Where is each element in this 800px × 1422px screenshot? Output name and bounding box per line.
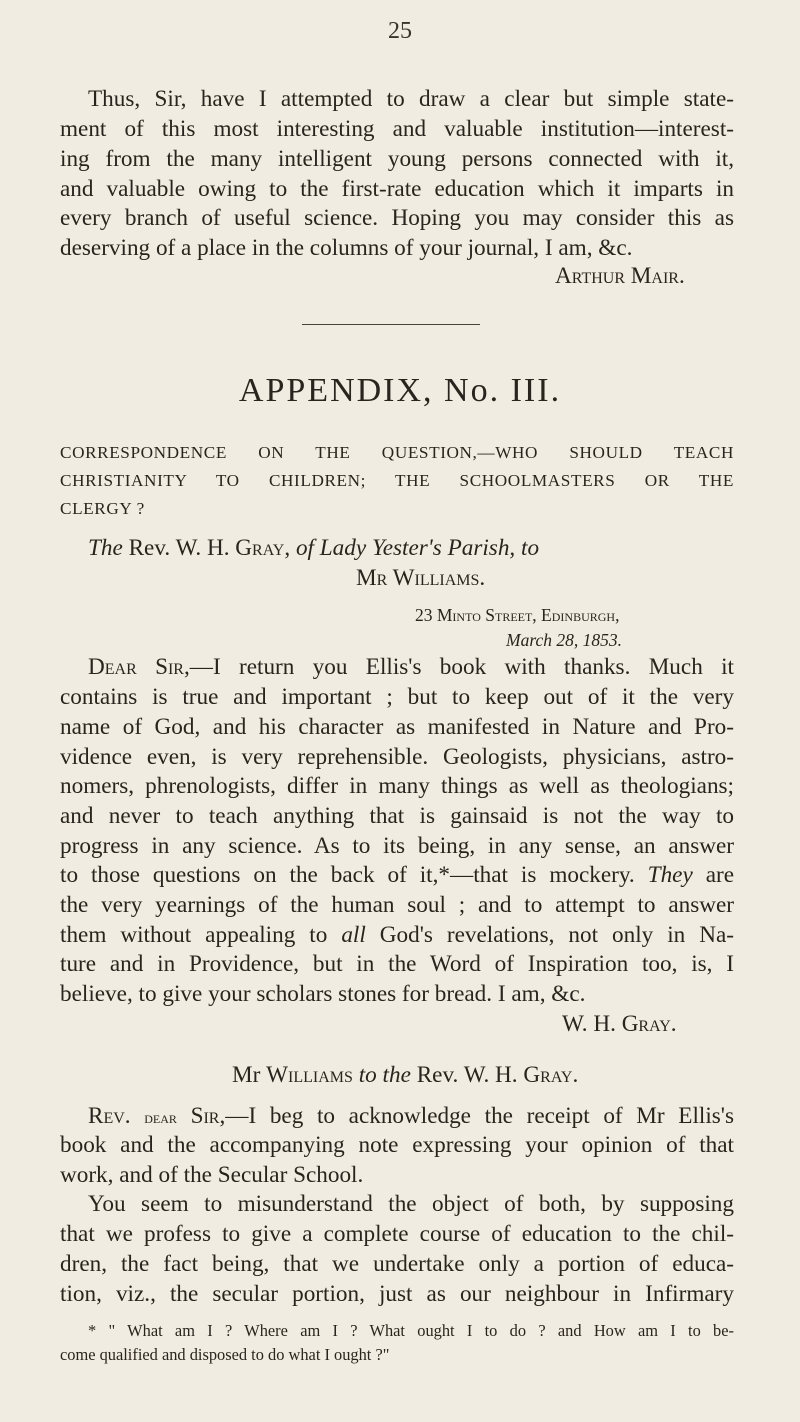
text-span: —I return you Ellis's book with thanks. Much it xyxy=(189,654,734,680)
section-heading-line: CHRISTIANITY TO CHILDREN; THE SCHOOLMASTERS OR THE xyxy=(60,471,734,490)
text-line: every branch of useful science. Hoping you may consider this as xyxy=(60,205,734,231)
text-line: that we profess to give a complete course of education to the chil- xyxy=(60,1221,734,1247)
heading-word: Mr xyxy=(232,1062,261,1088)
footnote-line: * " What am I ? Where am I ? What ought I to do ? and How am I to be- xyxy=(88,1321,734,1340)
text-line: ing from the many intelligent young persons connected with it, xyxy=(60,146,734,172)
letter-address: 23 Minto Street, Edinburgh, xyxy=(415,605,620,625)
text-line: Thus, Sir, have I attempted to draw a clear but simple state- xyxy=(88,86,734,112)
salutation: Rev. xyxy=(88,1103,131,1129)
text-span: God's revelations, not only in Na- xyxy=(379,922,735,948)
text-line xyxy=(60,922,734,949)
letter-date: March 28, 1853. xyxy=(506,630,623,650)
text-line: work, and of the Secular School. xyxy=(60,1162,364,1188)
text-line: the very yearnings of the human soul ; and to attempt to answer xyxy=(60,892,734,918)
salutation: Sir, xyxy=(190,1103,226,1129)
text-line: name of God, and his character as manifested in Nature and Pro- xyxy=(60,714,734,740)
text-span: to those questions on the back of it,*—that is mockery. xyxy=(60,862,635,888)
text-line: and valuable owing to the first-rate education which it imparts in xyxy=(60,176,734,202)
signature: Arthur Mair. xyxy=(555,263,685,289)
emphasis: They xyxy=(647,862,693,888)
text-line: and never to teach anything that is gainsaid is not the way to xyxy=(60,803,734,829)
heading-word: The xyxy=(88,535,123,561)
text-line: You seem to misunderstand the object of both, by supposing xyxy=(88,1191,734,1217)
heading-word: Rev. W. H. xyxy=(128,535,230,561)
heading-name: Williams xyxy=(266,1062,353,1088)
section-heading-line: CORRESPONDENCE ON THE QUESTION,—WHO SHOULD TEACH xyxy=(60,443,734,462)
appendix-title: APPENDIX, No. III. xyxy=(238,372,562,409)
text-line xyxy=(60,862,734,889)
text-span: are xyxy=(705,862,734,888)
letter-heading xyxy=(232,1062,578,1089)
heading-word: to the xyxy=(358,1062,411,1088)
text-line: ment of this most interesting and valuable institution—interest- xyxy=(60,116,734,142)
heading-word: Rev. W. H. xyxy=(416,1062,518,1088)
divider-rule xyxy=(302,324,480,325)
signature: W. H. Gray. xyxy=(562,1011,677,1037)
text-line: nomers, phrenologists, differ in many things as well as theologians; xyxy=(60,773,734,799)
heading-name: Gray. xyxy=(523,1062,579,1088)
emphasis: all xyxy=(341,922,366,948)
text-line: believe, to give your scholars stones for bread. I am, &c. xyxy=(60,981,586,1007)
text-span: them without appealing to xyxy=(60,922,328,948)
text-line: contains is true and important ; but to keep out of it the very xyxy=(60,684,734,710)
text-line: deserving of a place in the columns of your journal, I am, &c. xyxy=(60,235,633,261)
text-line: progress in any science. As to its being, in any sense, an answer xyxy=(60,833,734,859)
heading-parish: of Lady Yester's Parish, xyxy=(295,535,516,561)
text-line: dren, the fact being, that we undertake only a portion of educa- xyxy=(60,1251,734,1277)
page-number: 25 xyxy=(388,18,412,44)
heading-word: to xyxy=(521,535,540,561)
letter-heading xyxy=(88,535,539,562)
text-line xyxy=(88,1103,734,1130)
text-span: —I beg to acknowledge the receipt of Mr Ellis's xyxy=(225,1103,735,1129)
text-line xyxy=(88,654,734,681)
text-line: ture and in Providence, but in the Word of Inspiration too, is, I xyxy=(60,951,734,977)
text-line: vidence even, is very reprehensible. Geologists, physicians, astro- xyxy=(60,744,734,770)
letter-recipient: Mr Williams. xyxy=(356,565,486,591)
section-heading-line: CLERGY ? xyxy=(60,499,145,518)
footnote-line: come qualified and disposed to do what I ought ?" xyxy=(60,1345,390,1364)
text-line: book and the accompanying note expressing your opinion of that xyxy=(60,1132,734,1158)
heading-name: Gray, xyxy=(235,535,291,561)
salutation: Dear Sir, xyxy=(88,654,190,680)
salutation: dear xyxy=(144,1108,177,1127)
text-line: tion, viz., the secular portion, just as our neighbour in Infirmary xyxy=(60,1281,734,1307)
